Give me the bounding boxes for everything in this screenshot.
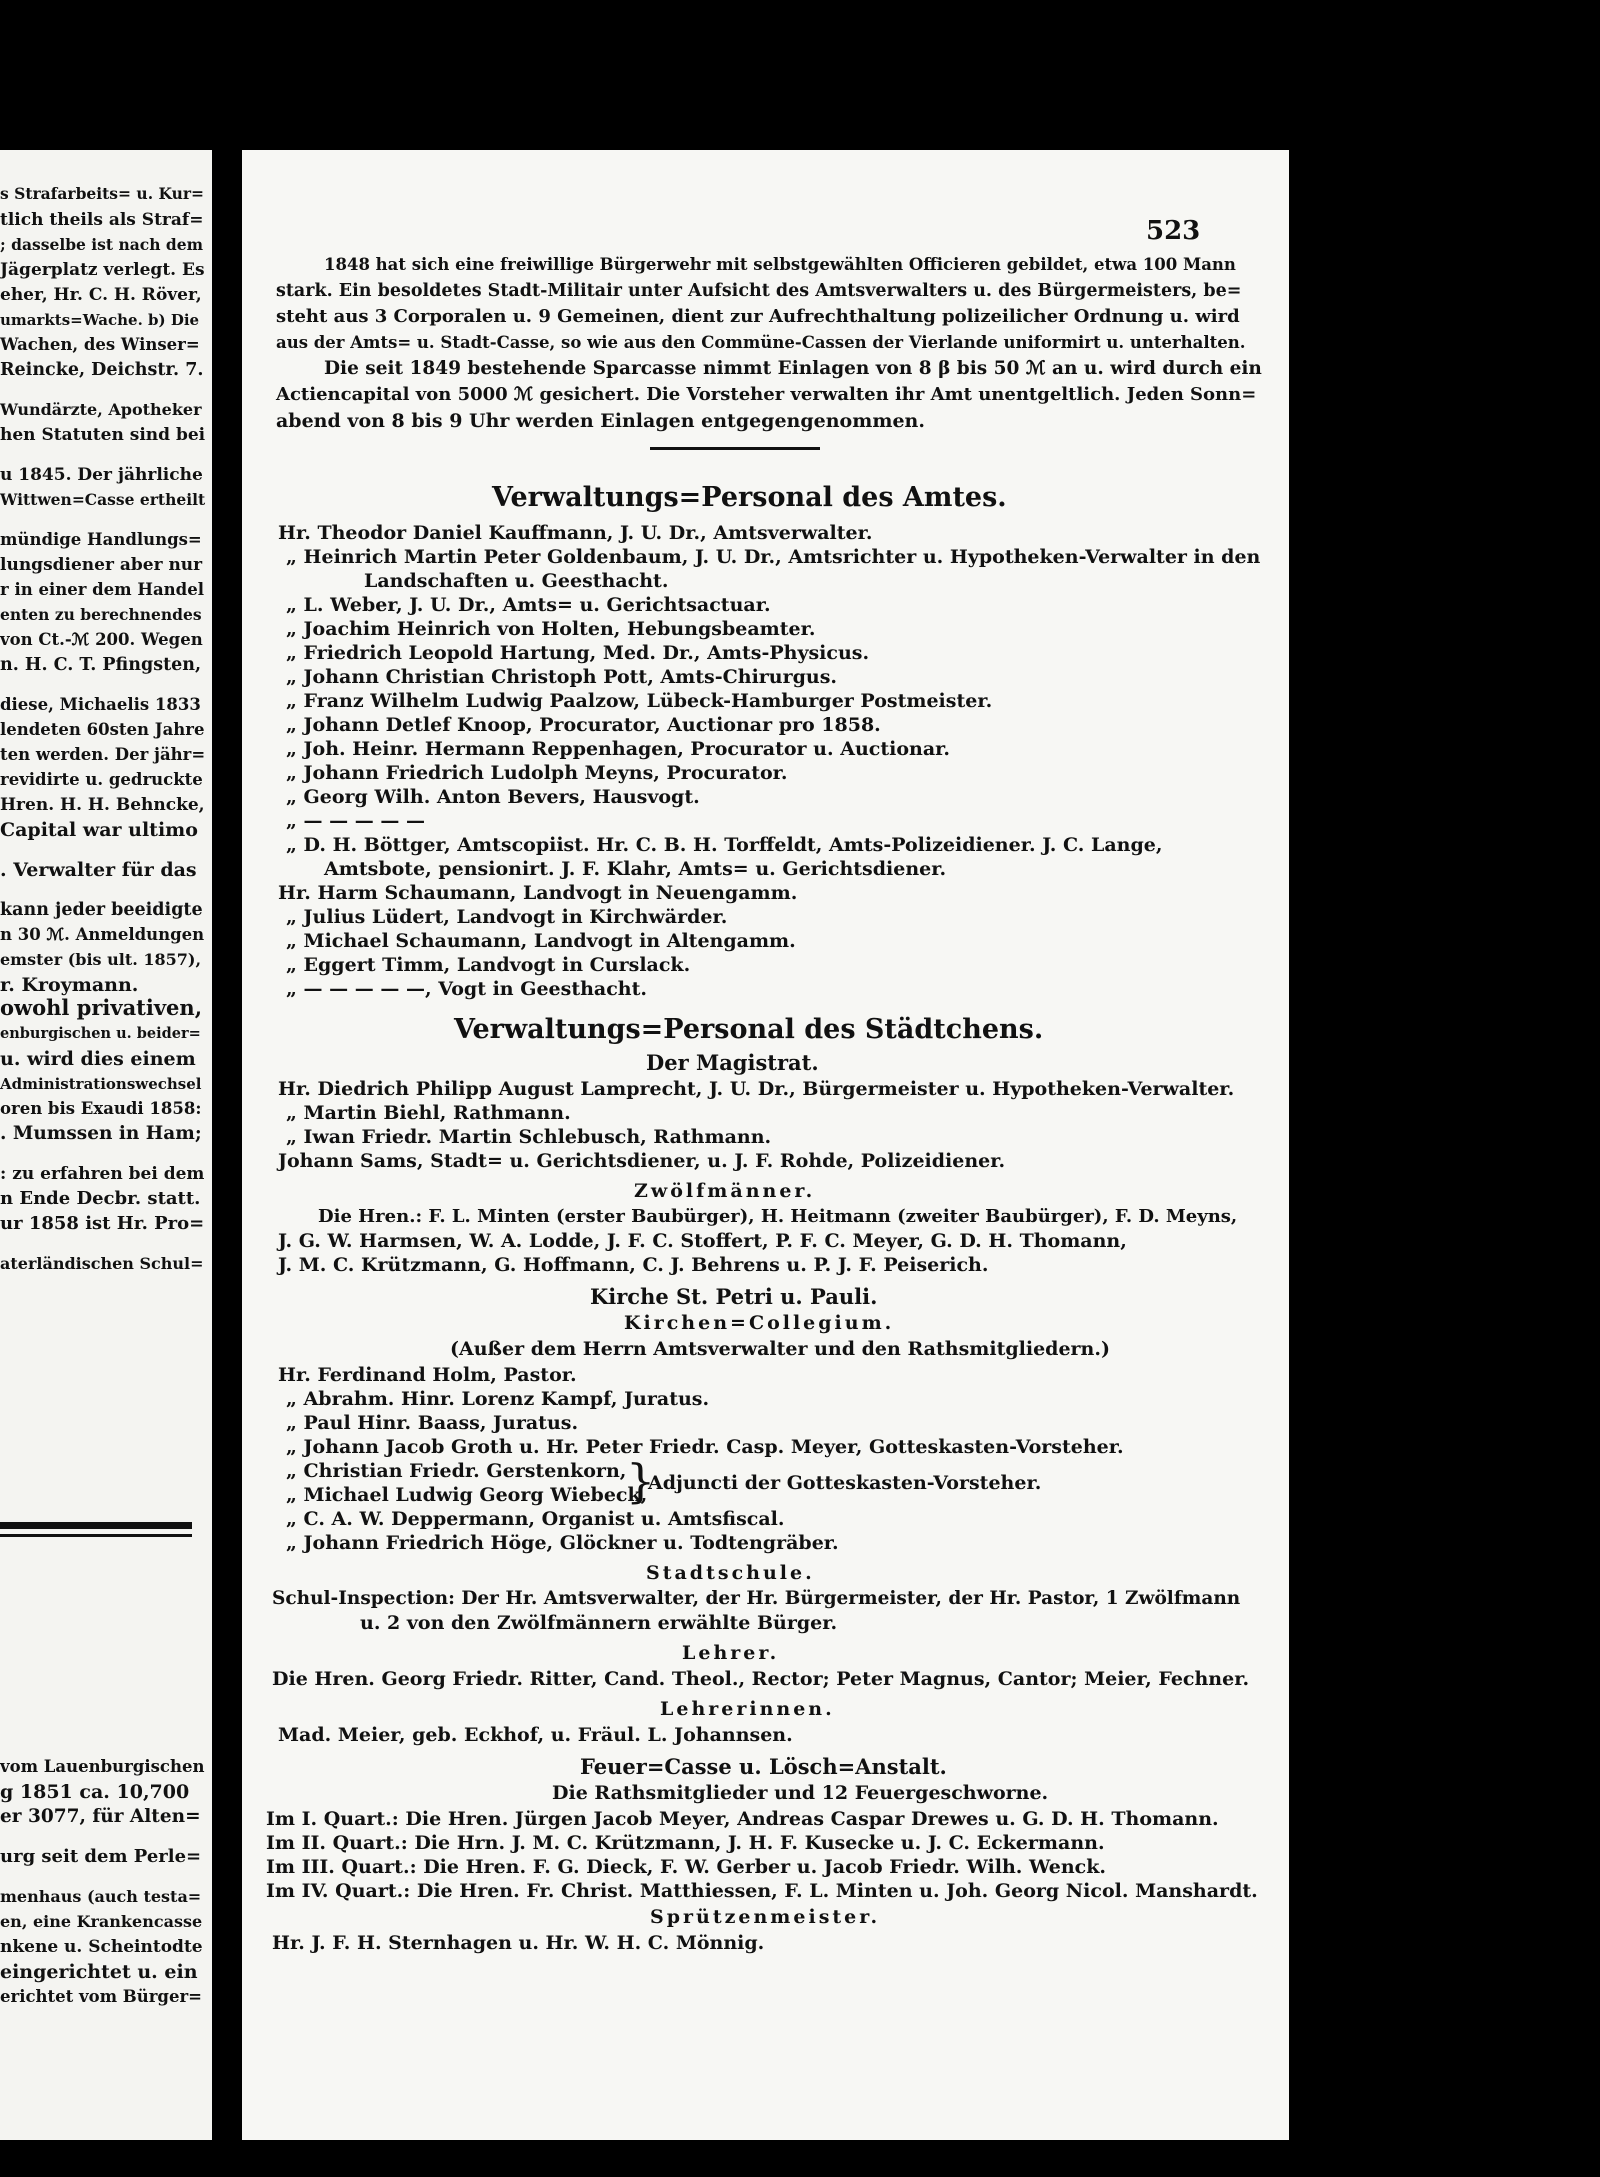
left-line: menhaus (auch testa= (0, 1887, 202, 1906)
entry-line: „ C. A. W. Deppermann, Organist u. Amtsfiscal. (286, 1508, 785, 1530)
rule (0, 1522, 192, 1529)
entry-line: Mad. Meier, geb. Eckhof, u. Fräul. L. Johannsen. (278, 1724, 793, 1746)
entry-line: „ Georg Wilh. Anton Bevers, Hausvogt. (286, 786, 700, 808)
entry-line: Hr. J. F. H. Sternhagen u. Hr. W. H. C. Mönnig. (272, 1932, 765, 1954)
left-line: hen Statuten sind bei (0, 425, 206, 445)
entry-line: „ — — — — —, Vogt in Geesthacht. (286, 978, 647, 1000)
left-line: owohl privativen, (0, 995, 203, 1020)
subsection-title: Lehrerinnen. (660, 1698, 835, 1720)
entry-line: Im I. Quart.: Die Hren. Jürgen Jacob Meyer, Andreas Caspar Drewes u. G. D. H. Thomann. (266, 1808, 1219, 1830)
entry-line: Die Hren.: F. L. Minten (erster Baubürger), H. Heitmann (zweiter Baubürger), F. D. Meyns, (318, 1206, 1238, 1227)
left-line: diese, Michaelis 1833 (0, 695, 201, 714)
entry-line: „ Heinrich Martin Peter Goldenbaum, J. U. Dr., Amtsrichter u. Hypotheken-Verwalter in den (286, 546, 1261, 568)
entry-line: „ Martin Biehl, Rathmann. (286, 1102, 571, 1124)
left-line: aterländischen Schul= (0, 1254, 204, 1273)
left-line: erichtet vom Bürger= (0, 1987, 202, 2006)
left-line: Reincke, Deichstr. 7. (0, 360, 204, 380)
entry-line: Im IV. Quart.: Die Hren. Fr. Christ. Matthiessen, F. L. Minten u. Joh. Georg Nicol. Manshardt. (266, 1880, 1258, 1902)
left-line: oren bis Exaudi 1858: (0, 1099, 202, 1118)
entry-line: „ Franz Wilhelm Ludwig Paalzow, Lübeck-Hamburger Postmeister. (286, 690, 993, 712)
entry-line: „ L. Weber, J. U. Dr., Amts= u. Gerichtsactuar. (286, 594, 771, 616)
entry-line: „ Abrahm. Hinr. Lorenz Kampf, Juratus. (286, 1388, 710, 1410)
left-line: mündige Handlungs= (0, 530, 202, 549)
brace-icon: } (626, 1454, 656, 1508)
page-background (1289, 0, 1600, 2177)
intro-line: aus der Amts= u. Stadt-Casse, so wie aus den Commüne-Cassen der Vierlande uniformirt u. unterhalten. (276, 333, 1246, 352)
intro-line: stark. Ein besoldetes Stadt-Militair unter Aufsicht des Amtsverwalters u. des Bürgermeisters, be= (276, 281, 1242, 301)
subsection-title: Feuer=Casse u. Lösch=Anstalt. (580, 1754, 947, 1779)
left-line: kann jeder beeidigte (0, 900, 203, 920)
entry-line: „ Johann Jacob Groth u. Hr. Peter Friedr. Casp. Meyer, Gotteskasten-Vorsteher. (286, 1436, 1124, 1458)
entry-line: Schul-Inspection: Der Hr. Amtsverwalter, der Hr. Bürgermeister, der Hr. Pastor, 1 Zwölfmann (272, 1588, 1241, 1609)
entry-line: „ Michael Schaumann, Landvogt in Altengamm. (286, 930, 796, 952)
entry-line: „ Johann Christian Christoph Pott, Amts-Chirurgus. (286, 666, 838, 688)
left-line: Jägerplatz verlegt. Es (0, 260, 205, 280)
entry-line: Hr. Diedrich Philipp August Lamprecht, J. U. Dr., Bürgermeister u. Hypotheken-Verwalter. (278, 1078, 1235, 1100)
left-line: Wittwen=Casse ertheilt (0, 490, 206, 509)
left-line: von Ct.-ℳ 200. Wegen (0, 630, 203, 649)
entry-line: Adjuncti der Gotteskasten-Vorsteher. (648, 1472, 1042, 1494)
intro-line: abend von 8 bis 9 Uhr werden Einlagen entgegengenommen. (276, 410, 925, 432)
section-divider (650, 447, 820, 450)
left-line: Wundärzte, Apotheker (0, 400, 202, 419)
left-line: nkene u. Scheintodte (0, 1937, 203, 1957)
entry-line: J. G. W. Harmsen, W. A. Lodde, J. F. C. Stoffert, P. F. C. Meyer, G. D. H. Thomann, (278, 1230, 1127, 1252)
left-line: urg seit dem Perle= (0, 1846, 202, 1867)
entry-line: „ Eggert Timm, Landvogt in Curslack. (286, 954, 691, 976)
intro-line: steht aus 3 Corporalen u. 9 Gemeinen, dient zur Aufrechthaltung polizeilicher Ordnung u. wird (276, 306, 1240, 327)
left-line: eingerichtet u. ein (0, 1961, 198, 1983)
left-line: er 3077, für Alten= (0, 1806, 201, 1827)
left-line: emster (bis ult. 1857), (0, 950, 202, 969)
left-line: . Mumssen in Ham; (0, 1123, 202, 1144)
page-gutter (212, 0, 242, 2177)
entry-line: Im II. Quart.: Die Hrn. J. M. C. Krützmann, J. H. F. Kusecke u. J. C. Eckermann. (266, 1832, 1105, 1854)
left-line: ur 1858 ist Hr. Pro= (0, 1213, 205, 1234)
note-line: Die Rathsmitglieder und 12 Feuergeschworne. (552, 1782, 1049, 1804)
section-title-stadt: Verwaltungs=Personal des Städtchens. (454, 1014, 1044, 1045)
left-line: Administrationswechsel (0, 1075, 202, 1093)
left-line: lendeten 60sten Jahre (0, 720, 205, 739)
entry-line: „ Christian Friedr. Gerstenkorn, (286, 1460, 627, 1482)
entry-line: Hr. Harm Schaumann, Landvogt in Neuengamm. (278, 882, 798, 904)
left-line: g 1851 ca. 10,700 (0, 1781, 190, 1803)
entry-line: Johann Sams, Stadt= u. Gerichtsdiener, u. J. F. Rohde, Polizeidiener. (278, 1150, 1006, 1172)
left-line: : zu erfahren bei dem (0, 1164, 205, 1184)
left-line: r in einer dem Handel (0, 580, 204, 599)
entry-line: J. M. C. Krützmann, G. Hoffmann, C. J. Behrens u. P. J. F. Peiserich. (278, 1254, 989, 1276)
entry-line: „ Johann Detlef Knoop, Procurator, Auctionar pro 1858. (286, 714, 881, 736)
entry-line: Hr. Theodor Daniel Kauffmann, J. U. Dr., Amtsverwalter. (278, 522, 873, 544)
entry-line: Die Hren. Georg Friedr. Ritter, Cand. Theol., Rector; Peter Magnus, Cantor; Meier, Fechner. (272, 1668, 1250, 1690)
page-number: 523 (1146, 216, 1201, 246)
intro-line: Die seit 1849 bestehende Sparcasse nimmt Einlagen von 8 β bis 50 ℳ an u. wird durch ein (324, 358, 1262, 379)
entry-line: „ Johann Friedrich Ludolph Meyns, Procurator. (286, 762, 788, 784)
left-line: ten werden. Der jähr= (0, 745, 206, 764)
left-line: n Ende Decbr. statt. (0, 1188, 201, 1209)
entry-line: „ Iwan Friedr. Martin Schlebusch, Rathmann. (286, 1126, 772, 1148)
left-line: . Verwalter für das (0, 859, 197, 881)
entry-line: Amtsbote, pensionirt. J. F. Klahr, Amts= u. Gerichtsdiener. (324, 858, 947, 880)
intro-line: Actiencapital von 5000 ℳ gesichert. Die Vorsteher verwalten ihr Amt unentgeltlich. Jeden Sonn= (276, 384, 1257, 405)
entry-line: „ Joachim Heinrich von Holten, Hebungsbeamter. (286, 618, 816, 640)
subsection-title: Zwölfmänner. (634, 1180, 816, 1202)
right-page (242, 150, 1289, 2140)
left-line: enburgischen u. beider= (0, 1025, 201, 1042)
subsection-title: Sprützenmeister. (650, 1906, 881, 1928)
section-title-amt: Verwaltungs=Personal des Amtes. (492, 482, 1007, 513)
entry-line: „ Johann Friedrich Höge, Glöckner u. Todtengräber. (286, 1532, 839, 1554)
entry-line: „ D. H. Böttger, Amtscopiist. Hr. C. B. H. Torffeldt, Amts-Polizeidiener. J. C. Lange, (286, 834, 1163, 856)
subsection-title: Kirchen=Collegium. (624, 1312, 895, 1334)
left-line: enten zu berechnendes (0, 605, 202, 624)
intro-line: 1848 hat sich eine freiwillige Bürgerwehr mit selbstgewählten Officieren gebildet, etwa 100 Mann (324, 255, 1236, 274)
left-page-fragment (0, 150, 212, 2140)
left-line: n. H. C. T. Pfingsten, (0, 655, 202, 675)
entry-line: „ — — — — — (286, 810, 426, 832)
left-line: eher, Hr. C. H. Röver, (0, 285, 202, 305)
left-line: revidirte u. gedruckte (0, 770, 203, 789)
left-line: u 1845. Der jährliche (0, 465, 203, 485)
rule (0, 1534, 192, 1537)
entry-line: „ Friedrich Leopold Hartung, Med. Dr., Amts-Physicus. (286, 642, 870, 664)
left-line: Wachen, des Winser= (0, 335, 200, 354)
entry-line: Hr. Ferdinand Holm, Pastor. (278, 1364, 577, 1386)
entry-line: „ Joh. Heinr. Hermann Reppenhagen, Procurator u. Auctionar. (286, 738, 951, 760)
subsection-title: Stadtschule. (646, 1562, 815, 1584)
note-line: (Außer dem Herrn Amtsverwalter und den Rathsmitgliedern.) (450, 1338, 1110, 1360)
left-line: Capital war ultimo (0, 819, 198, 841)
left-line: ; dasselbe ist nach dem (0, 235, 203, 254)
subsection-title: Lehrer. (682, 1642, 780, 1664)
entry-line: Im III. Quart.: Die Hren. F. G. Dieck, F. W. Gerber u. Jacob Friedr. Wilh. Wenck. (266, 1856, 1107, 1878)
entry-line: „ Michael Ludwig Georg Wiebeck, (286, 1484, 648, 1506)
entry-line: „ Julius Lüdert, Landvogt in Kirchwärder. (286, 906, 728, 928)
left-line: u. wird dies einem (0, 1048, 196, 1070)
left-line: vom Lauenburgischen (0, 1757, 205, 1776)
entry-line: „ Paul Hinr. Baass, Juratus. (286, 1412, 579, 1434)
left-line: s Strafarbeits= u. Kur= (0, 184, 205, 203)
left-line: n 30 ℳ. Anmeldungen (0, 925, 205, 944)
left-line: umarkts=Wache. b) Die (0, 311, 200, 329)
entry-line: Landschaften u. Geesthacht. (364, 570, 669, 592)
left-line: en, eine Krankencasse (0, 1912, 203, 1931)
left-line: tlich theils als Straf= (0, 210, 204, 230)
left-line: Hren. H. H. Behncke, (0, 795, 205, 815)
left-line: r. Kroymann. (0, 974, 139, 996)
subsection-title: Der Magistrat. (646, 1050, 819, 1075)
subsection-title: Kirche St. Petri u. Pauli. (590, 1284, 878, 1309)
left-line: lungsdiener aber nur (0, 555, 203, 575)
entry-line: u. 2 von den Zwölfmännern erwählte Bürger. (360, 1612, 838, 1634)
